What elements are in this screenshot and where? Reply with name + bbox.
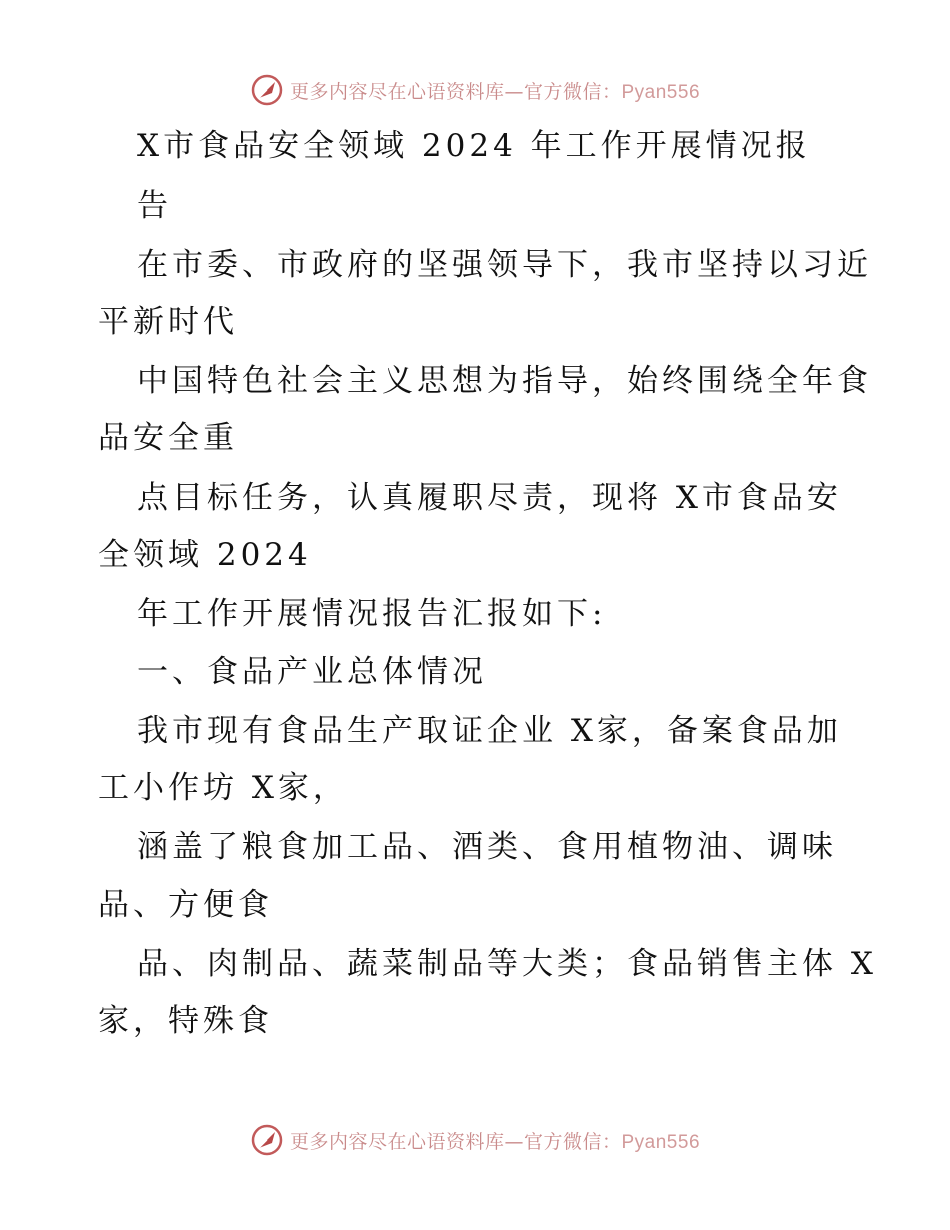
quill-pen-seal-icon xyxy=(250,73,284,107)
doc-paragraph-line: 全领域 2024 xyxy=(98,537,312,573)
doc-paragraph-line: 我市现有食品生产取证企业 X家，备案食品加 xyxy=(137,713,842,749)
doc-paragraph-line: 家，特殊食 xyxy=(98,1003,273,1039)
doc-paragraph-line: 涵盖了粮食加工品、酒类、食用植物油、调味 xyxy=(137,829,837,865)
doc-paragraph-line: 在市委、市政府的坚强领导下，我市坚持以习近 xyxy=(137,247,872,283)
footer-watermark xyxy=(0,1120,950,1160)
doc-paragraph-line: 品安全重 xyxy=(98,420,238,456)
doc-paragraph-line: 工小作坊 X家， xyxy=(98,770,348,806)
doc-title-line-1: X市食品安全领域 2024 年工作开展情况报 xyxy=(137,128,811,164)
quill-pen-seal-icon xyxy=(250,1123,284,1157)
watermark-text: 更多内容尽在心语资料库—官方微信：Pyan556 xyxy=(289,1130,701,1153)
doc-paragraph-line: 点目标任务，认真履职尽责，现将 X市食品安 xyxy=(137,480,842,516)
doc-paragraph-line: 平新时代 xyxy=(98,304,238,340)
doc-section-heading: 一、食品产业总体情况 xyxy=(137,654,487,690)
doc-paragraph-line: 品、肉制品、蔬菜制品等大类；食品销售主体 X xyxy=(137,946,877,982)
header-watermark xyxy=(0,70,950,110)
doc-paragraph-line: 中国特色社会主义思想为指导，始终围绕全年食 xyxy=(137,363,872,399)
doc-paragraph-line: 品、方便食 xyxy=(98,887,273,923)
watermark-text: 更多内容尽在心语资料库—官方微信：Pyan556 xyxy=(289,80,701,103)
doc-paragraph-line: 年工作开展情况报告汇报如下: xyxy=(137,596,607,632)
doc-title-line-2: 告 xyxy=(137,188,172,224)
